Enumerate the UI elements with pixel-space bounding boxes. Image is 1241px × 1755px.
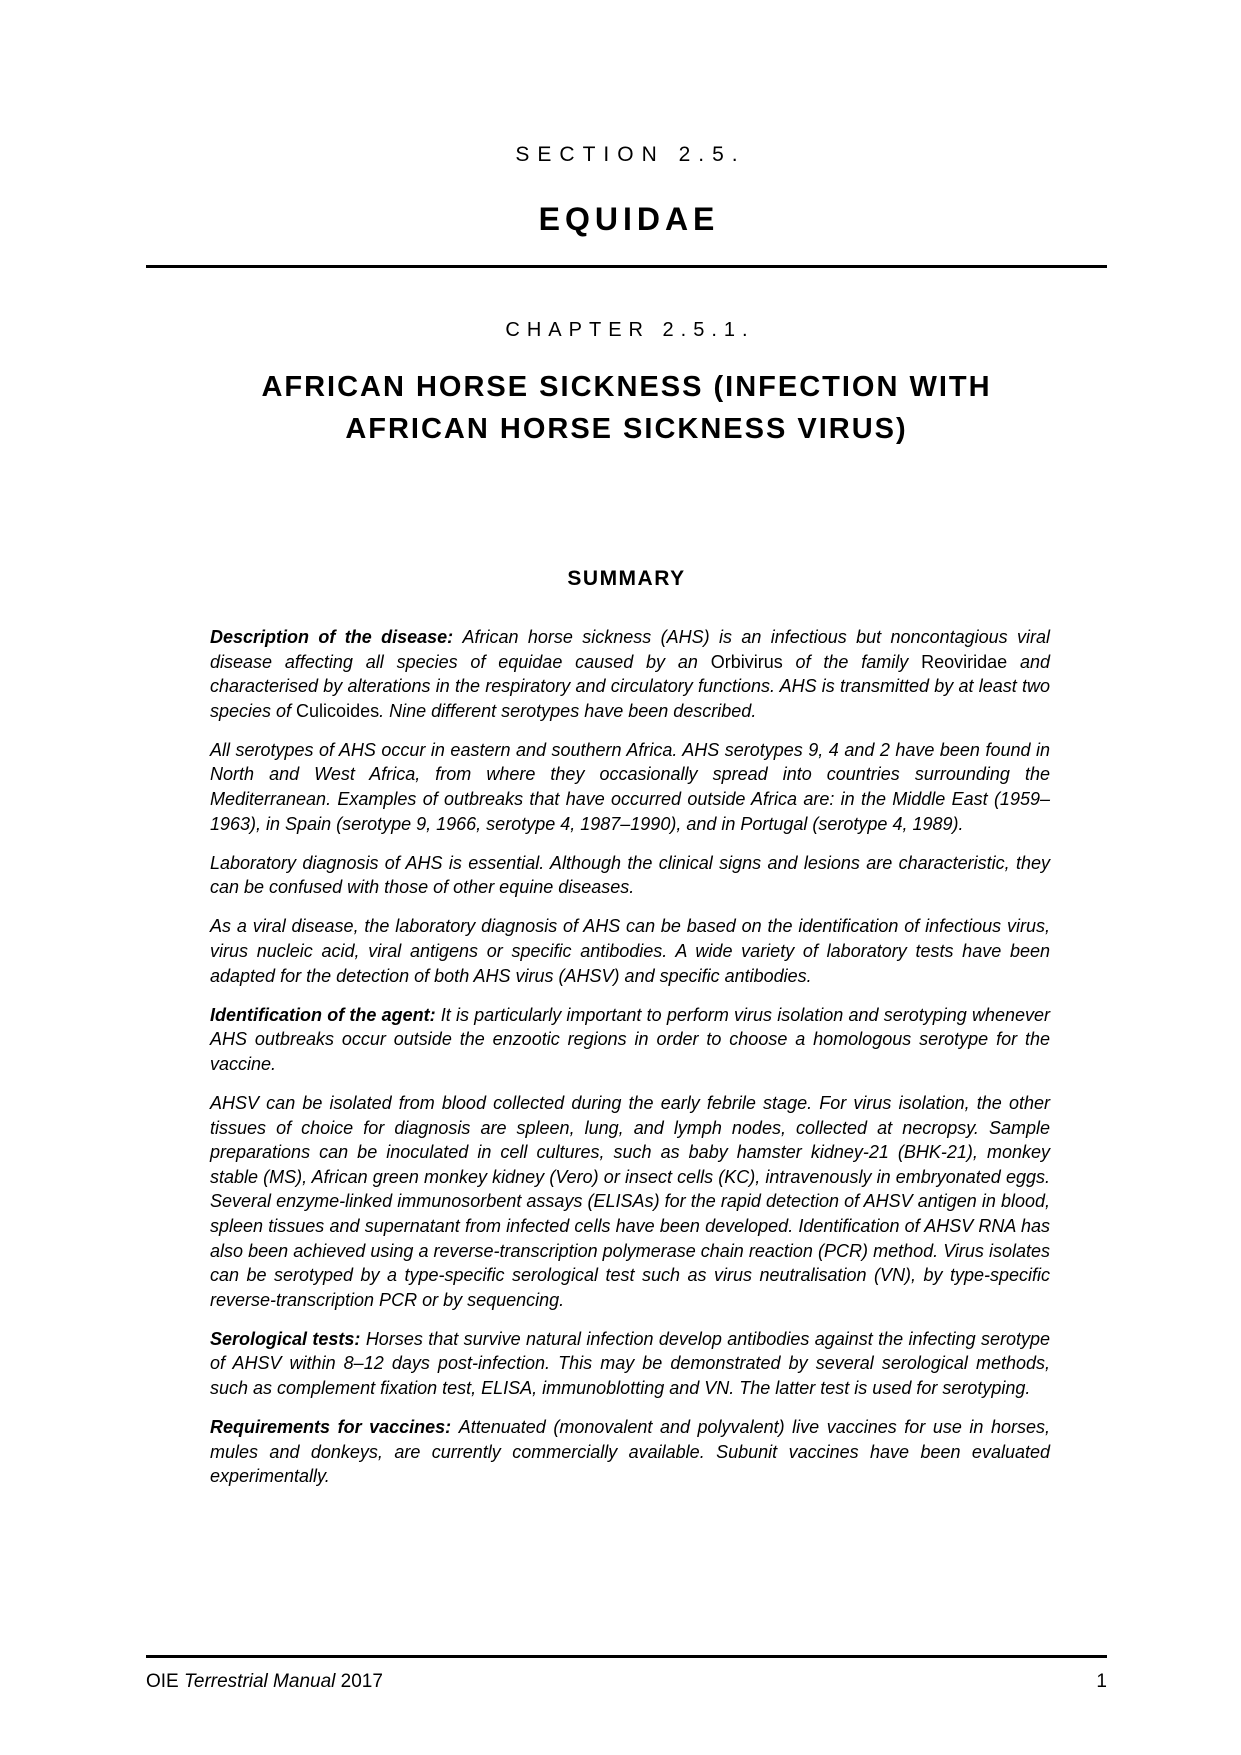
text-segment: Culicoides (296, 700, 380, 721)
text-segment: of the family (782, 651, 922, 672)
text-segment: Laboratory diagnosis of AHS is essential. Although the clinical signs and lesions are characteristic, they can be confused with those of other equine diseases. (210, 852, 1050, 898)
summary-paragraph (210, 1003, 1050, 1077)
text-segment: AHSV can be isolated from blood collected during the early febrile stage. For virus isolation, the other tissues of choice for diagnosis are spleen, lung, and lymph nodes, collected at necropsy. Sample preparations can be inoculated in cell cultures, such as baby hamster kidney-21 (BHK-21), monkey stable (MS), African green monkey kidney (Vero) or insect cells (KC), intravenously in embryonated eggs. Several enzyme-linked immunosorbent assays (ELISAs) for the rapid detection of AHSV antigen in blood, spleen tissues and supernatant from infected cells have been developed. Identification of AHSV RNA has also been achieved using a reverse-transcription polymerase chain reaction (PCR) method. Virus isolates can be serotyped by a type-specific serological test such as virus neutralisation (VN), by type-specific reverse-transcription PCR or by sequencing. (210, 1093, 1050, 1310)
text-segment: and characterised by alterations in the respiratory and circulatory functions. AHS is transmitted by at least two species of (210, 651, 1050, 721)
text-segment: . Nine different serotypes have been described. (379, 700, 757, 721)
summary-paragraph (210, 1091, 1050, 1312)
text-segment: Requirements for vaccines: (210, 1417, 459, 1438)
text-segment: All serotypes of AHS occur in eastern and southern Africa. AHS serotypes 9, 4 and 2 have been found in North and West Africa, from where they occasionally spread into countries surrounding the Mediterranean. Examples of outbreaks that have occurred outside Africa are: in the Middle East (1959–1963), in Spain (serotype 9, 1966, serotype 4, 1987–1990), and in Portugal (serotype 4, 1989). (210, 739, 1050, 834)
summary-heading: SUMMARY (567, 567, 686, 590)
text-segment: Reoviridae (921, 651, 1008, 672)
footer-manual-title (146, 1671, 383, 1694)
text-segment: Serological tests: (210, 1328, 366, 1349)
summary-paragraph (210, 1415, 1050, 1489)
chapter-title-line-1: AFRICAN HORSE SICKNESS (INFECTION WITH (261, 371, 992, 403)
page-content (146, 0, 1107, 1503)
summary-paragraph (210, 914, 1050, 988)
summary-paragraph (210, 738, 1050, 836)
page-number: 1 (1096, 1671, 1107, 1692)
header-rule (146, 265, 1107, 268)
text-segment: It is particularly important to perform virus isolation and serotyping whenever AHS outbreaks occur outside the enzootic regions in order to choose a homologous serotype for the vaccine. (210, 1004, 1050, 1074)
text-segment: Horses that survive natural infection develop antibodies against the infecting serotype of AHSV within 8–12 days post-infection. This may be demonstrated by several serological methods, such as complement fixation test, ELISA, immunoblotting and VN. The latter test is used for serotyping. (210, 1328, 1050, 1399)
page-footer (146, 1655, 1107, 1694)
footer-rule (146, 1655, 1107, 1658)
text-segment: Terrestrial Manual (184, 1671, 336, 1692)
text-segment: Orbivirus (710, 651, 783, 672)
section-title: EQUIDAE (538, 201, 720, 237)
summary-paragraph (210, 625, 1050, 723)
section-label: SECTION 2.5. (515, 143, 746, 166)
chapter-label: CHAPTER 2.5.1. (505, 319, 755, 341)
chapter-title-line-2: AFRICAN HORSE SICKNESS VIRUS) (345, 413, 908, 445)
text-segment: Attenuated (monovalent and polyvalent) live vaccines for use in horses, mules and donkeys, are currently commercially available. Subunit vaccines have been evaluated experimentally. (210, 1417, 1050, 1487)
text-segment: Identification of the agent: (210, 1004, 441, 1025)
text-segment: As a viral disease, the laboratory diagnosis of AHS can be based on the identification of infectious virus, virus nucleic acid, viral antigens or specific antibodies. A wide variety of laboratory tests have been adapted for the detection of both AHS virus (AHSV) and specific antibodies. (210, 916, 1050, 986)
summary-paragraph (210, 851, 1050, 900)
text-segment: 2017 (335, 1671, 383, 1692)
chapter-title (146, 366, 1107, 450)
summary-paragraphs (210, 625, 1050, 1489)
text-segment: OIE (146, 1671, 185, 1692)
summary-paragraph (210, 1327, 1050, 1401)
footer-row (146, 1671, 1107, 1694)
text-segment: Description of the disease: (210, 627, 463, 647)
text-segment: African horse sickness (AHS) is an infectious but noncontagious viral disease affecting all species of equidae caused by an (210, 627, 1050, 672)
